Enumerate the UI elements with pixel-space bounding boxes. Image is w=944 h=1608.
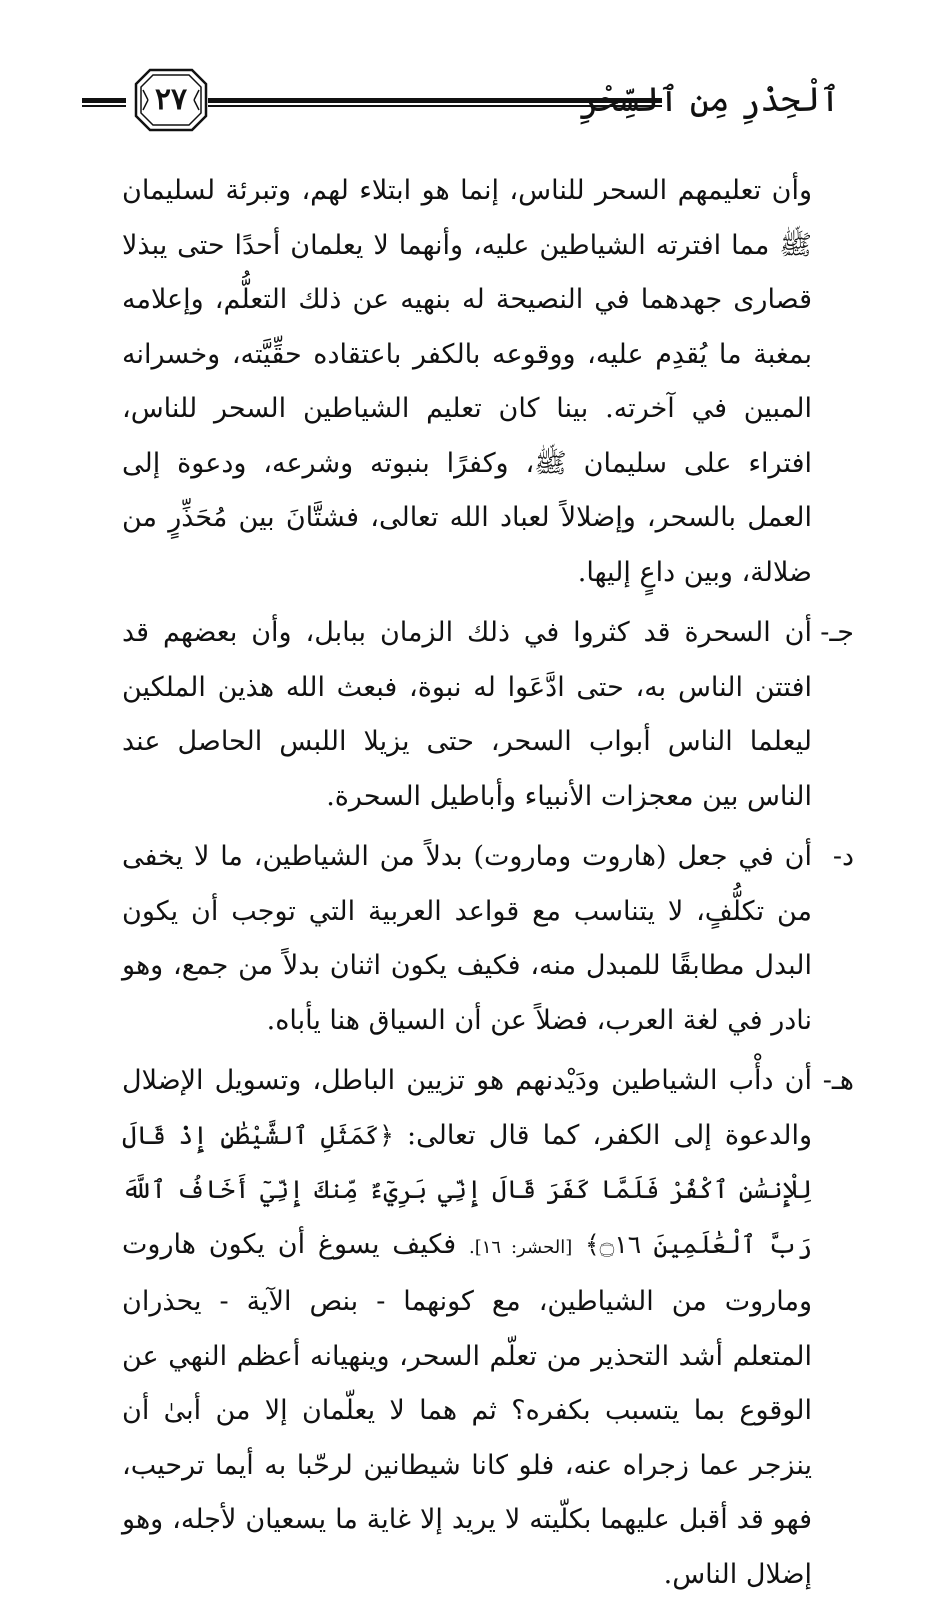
verse-reference: [الحشر: ١٦]. bbox=[469, 1236, 573, 1258]
text-line: أن السحرة قد كثروا في ذلك الزمان ببابل، وأن بعضهم قد افتتن الناس bbox=[122, 617, 812, 703]
header-rule-short bbox=[82, 98, 126, 107]
ayah-lead: إلى الكفر، كما قال تعالى: bbox=[393, 1119, 712, 1151]
list-item-jeem bbox=[122, 606, 854, 824]
text-line: عما زجراه عنه، فلو كانا شيطانين لرحّبا به أيما ترحيب، فهو قد أقبل bbox=[122, 1449, 812, 1535]
header-rule-long bbox=[208, 98, 662, 107]
text-line: للمبدل منه، فكيف يكون اثنان بدلاً من جمع، وهو نادر في لغة bbox=[122, 950, 812, 1036]
text-line: به، حتى ادَّعَوا له نبوة، فبعث الله هذين الملكين ليعلما الناس أبواب bbox=[122, 671, 812, 757]
item-marker: جـ- bbox=[820, 617, 854, 648]
item-paragraph bbox=[122, 1054, 812, 1602]
page-number: ٢٧ bbox=[154, 82, 188, 117]
text-line: فكيف يسوغ أن يكون هاروت وماروت من الشياطين، مع كونهما - bbox=[122, 1228, 812, 1317]
item-paragraph bbox=[122, 830, 812, 1048]
text-line: مما افترته الشياطين عليه، وأنهما لا يعلمان أحدًا حتى يبذلا قصارى bbox=[122, 229, 812, 315]
item-marker: هـ- bbox=[822, 1065, 854, 1096]
item-marker: د- bbox=[832, 841, 854, 872]
text-line: وأباطيل السحرة. bbox=[326, 780, 517, 812]
quran-verse: ﴿كَمَثَلِ ٱلشَّيْطَٰنِ إِذْ قَالَ لِلْإِنسَٰنِ ٱكْفُرْ فَلَمَّا كَفَرَ قَالَ إِنِّي بَرِيٓءٌ مِّنكَ إِنِّيٓ أَخَافُ ٱللَّهَ رَبَّ ٱلْعَٰلَمِينَ ۝١٦﴾ bbox=[122, 1120, 812, 1259]
intro-paragraph bbox=[122, 164, 812, 600]
list-item-ha bbox=[122, 1054, 854, 1602]
text-line: فشتَّانَ بين مُحَذِّرٍ من ضلالة، وبين داعٍ إليها. bbox=[122, 502, 812, 588]
text-line: السحر، حتى يزيلا اللبس الحاصل عند الناس بين معجزات الأنبياء bbox=[122, 726, 812, 812]
text-line: جهدهما في النصيحة له بنهيه عن ذلك التعلُّم، وإعلامه بمغبة ما يُقدِم bbox=[122, 284, 812, 370]
list-item-dal bbox=[122, 830, 854, 1048]
item-paragraph bbox=[122, 606, 812, 824]
text-line: بنبوته وشرعه، ودعوة إلى العمل بالسحر، وإضلالاً لعباد الله تعالى، bbox=[122, 447, 813, 533]
text-line: وأن تعليمهم السحر للناس، إنما هو ابتلاء لهم، وتبرئة لسليمان ﷺ bbox=[122, 175, 812, 261]
text-line: النهي عن الوقوع بما يتسبب بكفره؟ ثم هما لا يعلّمان إلا من أبىٰ أن ينزجر bbox=[122, 1340, 812, 1481]
running-title: ٱلْحِذْرِ مِن ٱلسِّحْرِ bbox=[579, 80, 840, 120]
text-line: بنص الآية - يحذران المتعلم أشد التحذير من تعلّم السحر، وينهيانه أعظم bbox=[122, 1286, 812, 1372]
text-line: كان تعليم الشياطين السحر للناس، افتراء على سليمان ﷺ، وكفرًا bbox=[122, 393, 813, 479]
text-line: عليهما بكلّيته لا يريد إلا غاية ما يسعيان لأجله، وهو إضلال الناس. bbox=[122, 1504, 812, 1590]
text-line: تكلُّفٍ، لا يتناسب مع قواعد العربية التي توجب أن يكون البدل مطابقًا bbox=[122, 895, 813, 981]
page-number-frame bbox=[134, 68, 208, 132]
text-line: أن دأْب الشياطين ودَيْدنهم هو تزيين الباطل، وتسويل الإضلال والدعوة bbox=[122, 1065, 813, 1151]
text-line: أن في جعل (هاروت وماروت) بدلاً من الشياطين، ما لا يخفى من bbox=[122, 841, 812, 927]
page-header bbox=[80, 68, 840, 138]
text-line: عليه، ووقوعه بالكفر باعتقاده حقِّيَّته، وخسرانه المبين في آخرته. بينا bbox=[122, 338, 812, 424]
page-content bbox=[122, 164, 854, 1608]
text-line: العرب، فضلاً عن أن السياق هنا يأباه. bbox=[266, 1004, 675, 1036]
